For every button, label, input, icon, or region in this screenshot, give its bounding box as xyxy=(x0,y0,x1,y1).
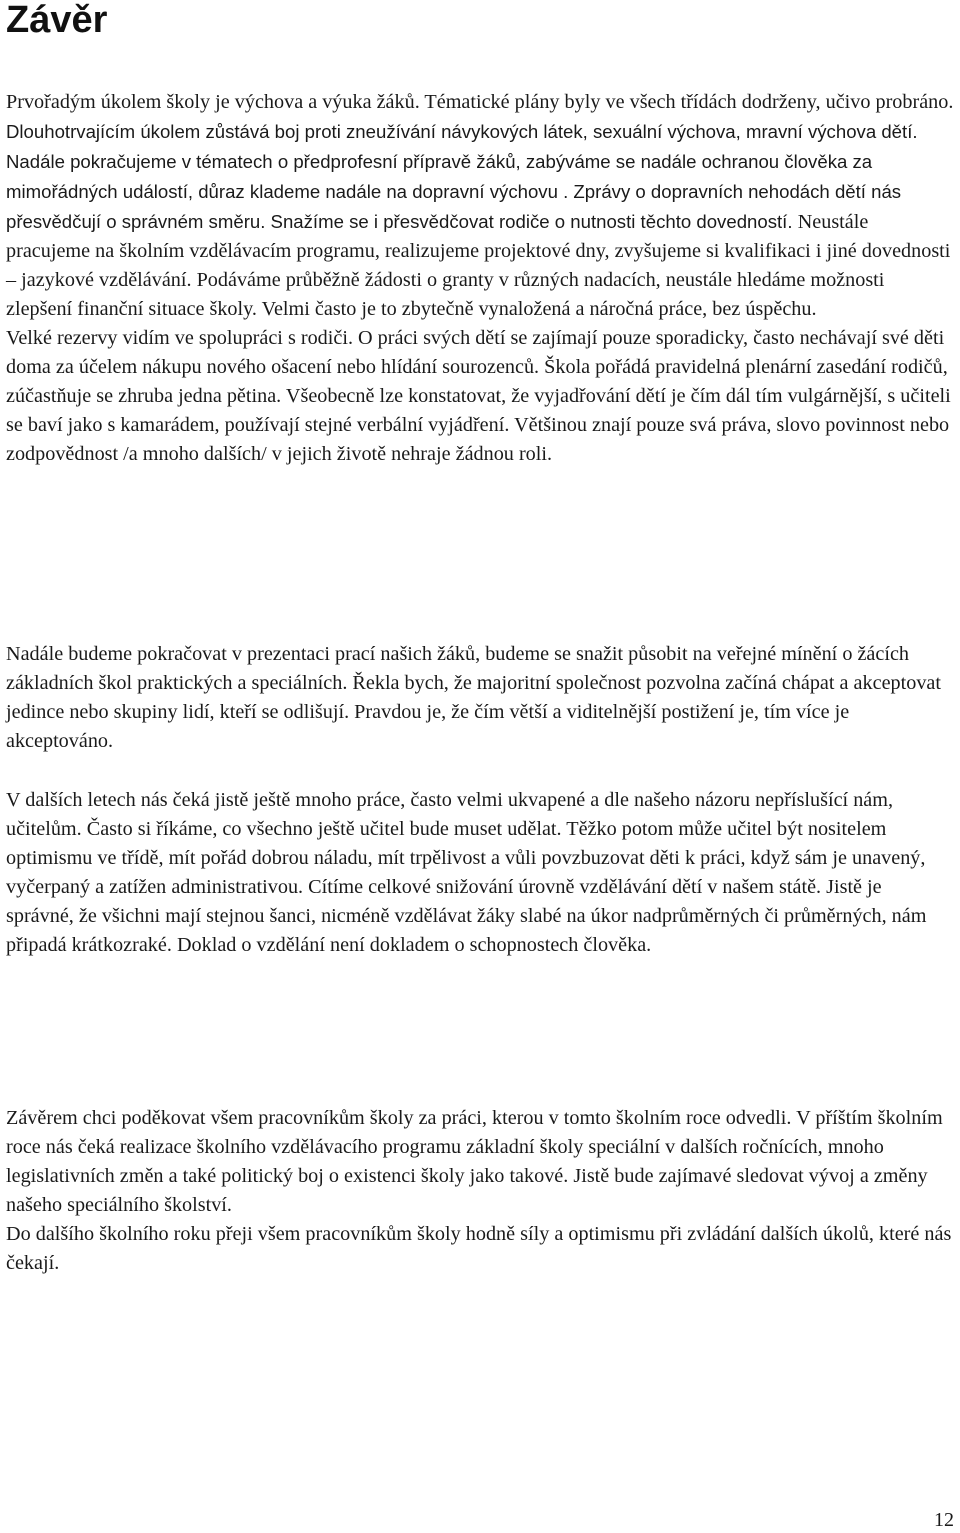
paragraph-1 xyxy=(6,88,954,469)
page-title: Závěr xyxy=(6,0,108,41)
page-number: 12 xyxy=(934,1509,954,1531)
paragraph-2 xyxy=(6,640,954,756)
paragraph-3-text: V dalších letech nás čeká jistě ještě mnoho práce, často velmi ukvapené a dle našeho názoru nepříslušící nám, učitelům. Často si říkáme, co všechno ještě učitel bude muset udělat. Těžko potom může učitel být nositelem optimismu ve třídě, mít pořád dobrou náladu, mít trpělivost a vůli povzbuzovat děti k práci, když sám je unavený, vyčerpaný a zatížen administrativou. Cítíme celkové snižování úrovně vzdělávání dětí v našem státě. Jistě je správné, že všichni mají stejnou šanci, nicméně vzdělávat žáky slabé na úkor nadprůměrných či průměrných, nám připadá krátkozraké. Doklad o vzdělání není dokladem o schopnostech člověka. xyxy=(6,789,927,956)
paragraph-1-closing: Neustále pracujeme na školním vzdělávacím programu, realizujeme projektové dny, zvyšujeme si kvalifikaci i jiné dovednosti – jazykové vzdělávání. Podáváme průběžně žádosti o granty v různých nadacích, neustále hledáme možnosti zlepšení finanční situace školy. Velmi často je to zbytečně vynaložená a náročná práce, bez úspěchu. Velké rezervy vidím ve spolupráci s rodiči. O práci svých dětí se zajímají pouze sporadicky, často nechávají své děti doma za účelem nákupu nového ošacení nebo hlídání sourozenců. Škola pořádá pravidelná plenární zasedání rodičů, zúčastňuje se zhruba jedna pětina. Všeobecně lze konstatovat, že vyjadřování dětí je čím dál tím vulgárnější, s učiteli se baví jako s kamarádem, používají stejné verbální vyjádření. Většinou znají pouze svá práva, slovo povinnost nebo zodpovědnost /a mnoho dalších/ v jejich životě nehraje žádnou roli. xyxy=(6,211,951,465)
paragraph-4-text: Závěrem chci poděkovat všem pracovníkům školy za práci, kterou v tomto školním roce odvedli. V příštím školním roce nás čeká realizace školního vzdělávacího programu základní školy speciální v dalších ročnících, mnoho legislativních změn a také politický boj o existenci školy jako takové. Jistě bude zajímavé sledovat vývoj a změny našeho speciálního školství. Do dalšího školního roku přeji všem pracovníkům školy hodně síly a optimismu při zvládání dalších úkolů, které nás čekají. xyxy=(6,1107,952,1274)
paragraph-2-text: Nadále budeme pokračovat v prezentaci prací našich žáků, budeme se snažit působit na veřejné mínění o žácích základních škol praktických a speciálních. Řekla bych, že majoritní společnost pozvolna začíná chápat a akceptovat jedince nebo skupiny lidí, kteří se odlišují. Pravdou je, že čím větší a viditelnější postižení je, tím více je akceptováno. xyxy=(6,643,941,752)
paragraph-1-sans-section: Dlouhotrvajícím úkolem zůstává boj proti zneužívání návykových látek, sexuální výchova, mravní výchova dětí. Nadále pokračujeme v tématech o předprofesní přípravě žáků, zabýváme se nadále ochranou člověka za mimořádných událostí, důraz klademe nadále na dopravní výchovu . Zprávy o dopravních nehodách dětí nás přesvědčují o správném směru. Snažíme se i přesvědčovat rodiče o nutnosti těchto dovedností. xyxy=(6,121,918,232)
paragraph-4 xyxy=(6,1104,954,1278)
paragraph-3 xyxy=(6,786,954,960)
paragraph-1-intro: Prvořadým úkolem školy je výchova a výuka žáků. Tématické plány byly ve všech třídách dodrženy, učivo probráno. xyxy=(6,91,954,113)
